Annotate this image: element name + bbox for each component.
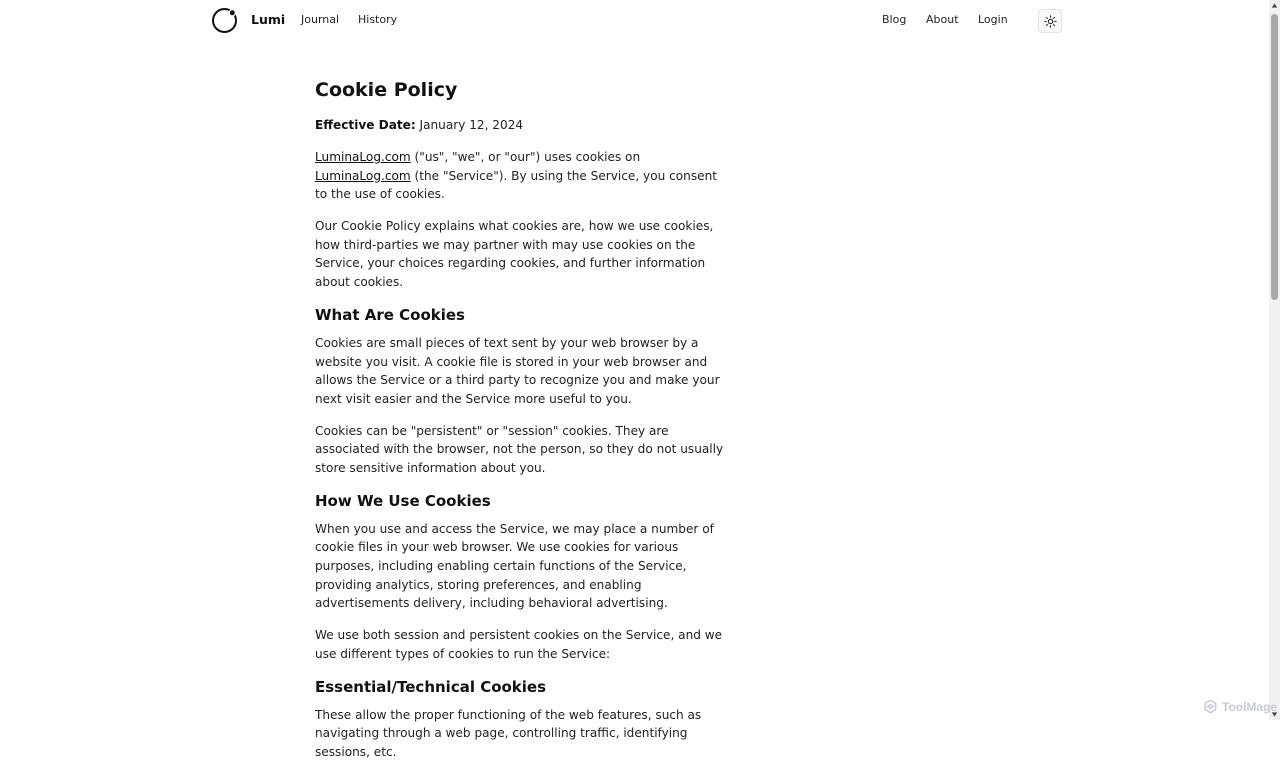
effective-date-label: Effective Date: [315, 118, 416, 132]
circle-logo-icon [211, 7, 238, 34]
how-we-use-cookies-paragraph-2: We use both session and persistent cookies on the Service, and we use different types of cookies to run the Service: [315, 628, 723, 661]
nav-journal[interactable]: Journal [301, 13, 340, 26]
how-we-use-cookies-paragraph-1: When you use and access the Service, we may place a number of cookie files in your web browser. We use cookies for various purposes, including enabling certain functions of the Service, providing analytics, storing preferences, and enabling advertisements delivery, including behavioral advertising. [315, 521, 714, 611]
what-are-cookies-paragraph-1: Cookies are small pieces of text sent by your web browser by a website you visit. A cookie file is stored in your web browser and allows the Service or a third party to recognize you and make your next visit easier and the Service more useful to you. [315, 335, 720, 406]
effective-date-value: January 12, 2024 [419, 118, 524, 132]
luminalog-link-2[interactable]: LuminaLog.com [315, 168, 411, 183]
nav-history[interactable]: History [358, 13, 398, 26]
section-heading-what-are-cookies: What Are Cookies [315, 305, 465, 324]
section-heading-essential-cookies: Essential/Technical Cookies [315, 677, 547, 696]
watermark-text: ToolMage [1222, 699, 1278, 714]
effective-date [315, 116, 725, 135]
nav-blog[interactable]: Blog [882, 13, 907, 26]
what-are-cookies-paragraph-2: Cookies can be "persistent" or "session" cookies. They are associated with the browser, not the person, so they do not usually store sensitive information about you. [315, 423, 724, 475]
scroll-up-arrow-icon[interactable] [1271, 2, 1278, 9]
scrollbar-thumb[interactable] [1271, 14, 1278, 300]
toolmage-watermark [1203, 699, 1277, 714]
intro-paragraph [315, 148, 725, 204]
intro-text-1: ("us", "we", or "our") uses cookies on [410, 149, 641, 164]
toolmage-logo-icon [1203, 699, 1218, 714]
cookie-policy-content [315, 78, 725, 775]
policy-explanation-paragraph: Our Cookie Policy explains what cookies are, how we use cookies, how third-parties we may partner with may use cookies on the Service, your choices regarding cookies, and further information about cookies. [315, 219, 714, 289]
intro-text-2: (the "Service"). By using the Service, you consent to the use of cookies. [315, 168, 717, 202]
nav-login[interactable]: Login [978, 13, 1008, 26]
section-heading-how-we-use-cookies: How We Use Cookies [315, 491, 491, 510]
essential-cookies-paragraph: These allow the proper functioning of the web features, such as navigating through a web page, controlling traffic, identifying sessions, etc. [315, 707, 702, 759]
theme-toggle-button[interactable] [1038, 9, 1062, 33]
page-title: Cookie Policy [315, 79, 458, 101]
vertical-scrollbar[interactable] [1269, 0, 1280, 720]
site-header [0, 0, 1269, 42]
sun-icon [1044, 15, 1057, 28]
nav-about[interactable]: About [926, 13, 959, 26]
logo-link[interactable] [211, 7, 238, 34]
luminalog-link-1[interactable]: LuminaLog.com [315, 149, 411, 164]
brand-name[interactable]: Lumi [251, 12, 286, 27]
